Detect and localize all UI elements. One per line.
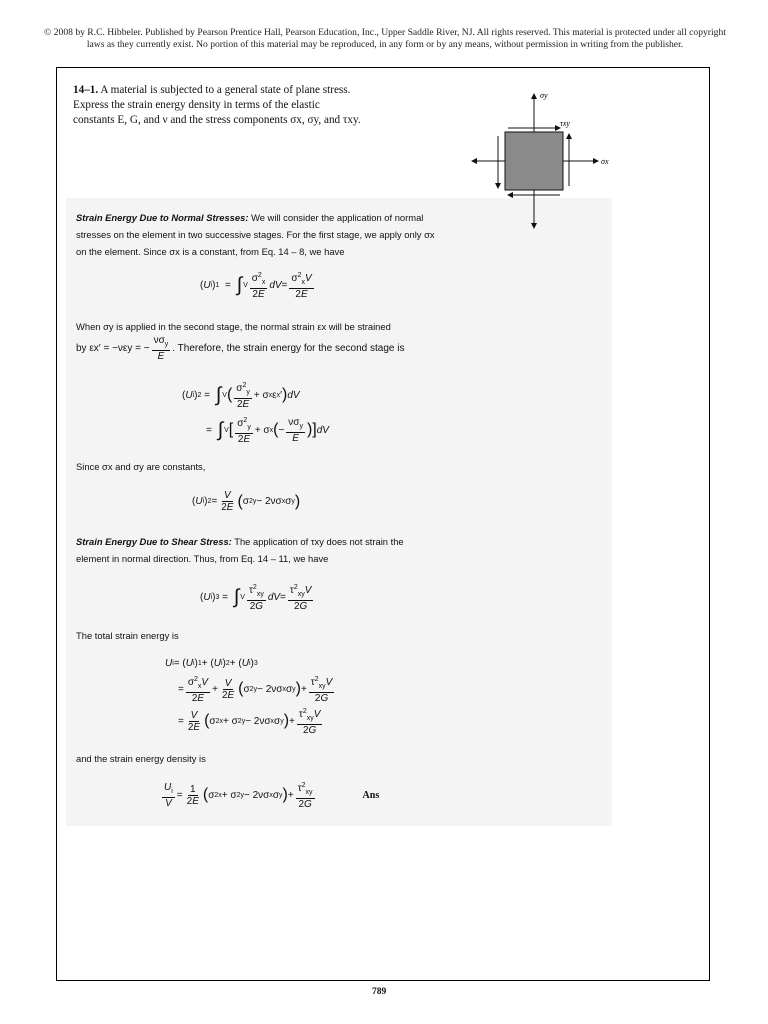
equation-ui2-line2: = ∫ V [ $\frac{\sigma^2_y}{2E}$ + σ x ( − $\frac{\nu\sigma_y}{E}$ ) ] dV: [206, 416, 329, 445]
copyright-notice: © 2008 by R.C. Hibbeler. Published by Pearson Prentice Hall, Pearson Education, Inc., Upper Saddle River, NJ. All rights reserved. This material is protected under all copyright laws as they currently exist. No portion of this material may be reproduced, in any form or by any means, without permission in writing from the publisher.: [44, 27, 726, 50]
shear-stress-paragraph: [76, 533, 436, 567]
scanned-solution-background: [66, 198, 612, 826]
problem-text: A material is subjected to a general state of plane stress. Express the strain energy density in terms of the elastic constants E, G, and ν and the stress components σx, σy, and τxy.: [73, 84, 361, 126]
equation-total-line1: U i = ( U i ) 1 + ( U i ) 2 + ( U i ) 3: [165, 658, 258, 669]
equation-ui2-result: ( U i ) 2 = $\frac{V}{2E}$ ( σ 2 y − 2νσ x σ y ): [192, 490, 301, 513]
normal-stress-text: We will consider the application of normal stresses on the element in two successive stages. For the first stage, we apply only σx on the element. Since σx is a constant, from Eq. 14 – 8, we have: [76, 212, 435, 257]
sigma-y-label: σy: [540, 91, 548, 100]
stress-element-square: [505, 132, 563, 190]
normal-stress-heading: Strain Energy Due to Normal Stresses:: [76, 212, 249, 223]
equation-total-line2: = $\frac{\sigma^2_xV}{2E}$ + $\frac{V}{2E}$ ( σ 2 y − 2νσ x σ y ) + $\frac{\tau^2_{xy}V}{2G}$: [178, 676, 333, 704]
equation-ui3: ( U i ) 3 = ∫ V $\frac{\tau^2_{xy}}{2G}$ dV = $\frac{\tau^2_{xy}V}{2G}$: [200, 584, 312, 612]
page-number: 789: [372, 987, 387, 997]
total-energy-text: The total strain energy is: [76, 630, 179, 641]
equation-ui2-line1: ( U i ) 2 = ∫ V ( $\frac{\sigma^2_y}{2E}$ + σ x ε x ′ ) dV: [182, 382, 300, 410]
second-stage-text-b: by εx′ = −νεy = − $\frac{\nu\sigma_y}{E}$ . Therefore, the strain energy for the second stage is: [76, 335, 405, 362]
sigma-x-label: σx: [601, 157, 609, 166]
equation-ui1: ( U i ) 1 = ∫ V $\frac{\sigma^2_x}{2E}$ dV = $\frac{\sigma^2_xV}{2E}$: [200, 272, 312, 300]
strain-relation-text: by εx′ = −νεy = −: [76, 343, 150, 354]
answer-label: Ans: [362, 789, 380, 801]
equation-total-line3: = $\frac{V}{2E}$ ( σ 2 x + σ 2 y − 2νσ x σ y ) + $\frac{\tau^2_{xy}V}{2G}$: [178, 708, 321, 736]
normal-stress-paragraph: [76, 209, 438, 260]
energy-density-text: and the strain energy density is: [76, 753, 206, 764]
problem-statement: [73, 83, 363, 128]
equation-energy-density: $\frac{U_i}{V}$ = $\frac{1}{2E}$ ( σ 2 x + σ 2 y − 2νσ x σ y ) + $\frac{\tau^2_{xy}}{2G}$ Ans: [164, 781, 380, 810]
second-stage-text-a: When σy is applied in the second stage, the normal strain εx will be strained: [76, 321, 391, 332]
second-stage-continuation: . Therefore, the strain energy for the second stage is: [172, 343, 405, 354]
stress-element-diagram: [470, 88, 630, 238]
problem-number: 14–1.: [73, 84, 99, 96]
shear-stress-heading: Strain Energy Due to Shear Stress:: [76, 536, 232, 547]
tau-xy-label: τxy: [560, 119, 570, 128]
shear-stress-text: The application of τxy does not strain the element in normal direction. Thus, from Eq. 14 – 11, we have: [76, 536, 404, 564]
constants-text: Since σx and σy are constants,: [76, 461, 206, 472]
